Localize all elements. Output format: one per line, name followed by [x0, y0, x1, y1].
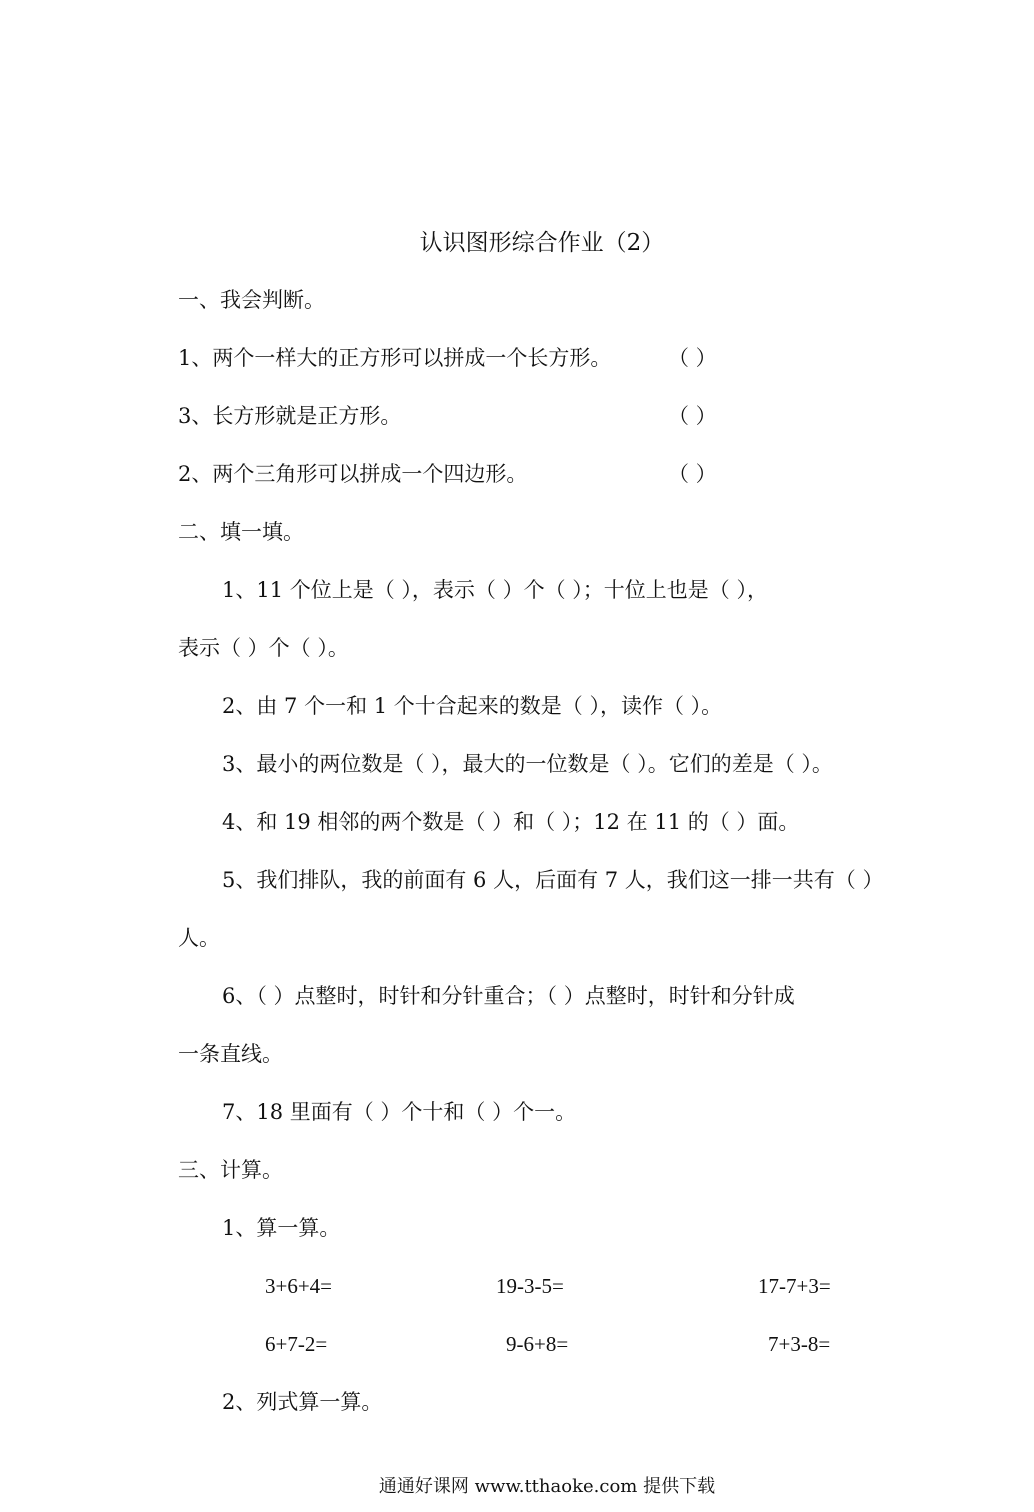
fill-q4: 4、和 19 相邻的两个数是（ ）和（ ）；12 在 11 的（ ）面。	[222, 810, 800, 834]
calc-sub1: 1、算一算。	[222, 1216, 341, 1240]
fill-q1-line1: 1、11 个位上是（ ），表示（ ）个（ ）；十位上也是（ ），	[222, 578, 768, 602]
judge-item-3-blank: （ ）	[668, 462, 717, 486]
calc-r1c3: 17-7+3=	[758, 1274, 831, 1298]
section1-heading: 一、我会判断。	[178, 288, 325, 312]
judge-item-1-blank: （ ）	[668, 346, 717, 370]
fill-q6-line1: 6、（ ）点整时，时针和分针重合；（ ）点整时，时针和分针成	[222, 984, 795, 1008]
calc-r1c2: 19-3-5=	[496, 1274, 564, 1298]
calc-r2c1: 6+7-2=	[265, 1332, 328, 1356]
calc-r1c1: 3+6+4=	[265, 1274, 333, 1298]
fill-q7: 7、18 里面有（ ）个十和（ ）个一。	[222, 1100, 577, 1124]
judge-item-1: 1、两个一样大的正方形可以拼成一个长方形。	[178, 346, 612, 370]
calc-r2c3: 7+3-8=	[768, 1332, 831, 1356]
page-title: 认识图形综合作业（2）	[419, 230, 665, 256]
fill-q5-line2: 人。	[178, 926, 220, 950]
calc-sub2: 2、列式算一算。	[222, 1390, 383, 1414]
judge-item-2: 3、长方形就是正方形。	[178, 404, 402, 428]
judge-item-3: 2、两个三角形可以拼成一个四边形。	[178, 462, 528, 486]
calc-r2c2: 9-6+8=	[506, 1332, 569, 1356]
fill-q2: 2、由 7 个一和 1 个十合起来的数是（ ），读作（ ）。	[222, 694, 723, 718]
footer-credit: 通通好课网 www.tthaoke.com 提供下载	[378, 1476, 716, 1497]
fill-q1-line2: 表示（ ）个（ ）。	[178, 636, 349, 660]
judge-item-2-blank: （ ）	[668, 404, 717, 428]
fill-q5-line1: 5、我们排队，我的前面有 6 人，后面有 7 人，我们这一排一共有（ ）	[222, 868, 884, 892]
fill-q3: 3、最小的两位数是（ ），最大的一位数是（ ）。它们的差是（ ）。	[222, 752, 833, 776]
section3-heading: 三、计算。	[178, 1158, 283, 1182]
section2-heading: 二、填一填。	[178, 520, 304, 544]
fill-q6-line2: 一条直线。	[178, 1042, 283, 1066]
